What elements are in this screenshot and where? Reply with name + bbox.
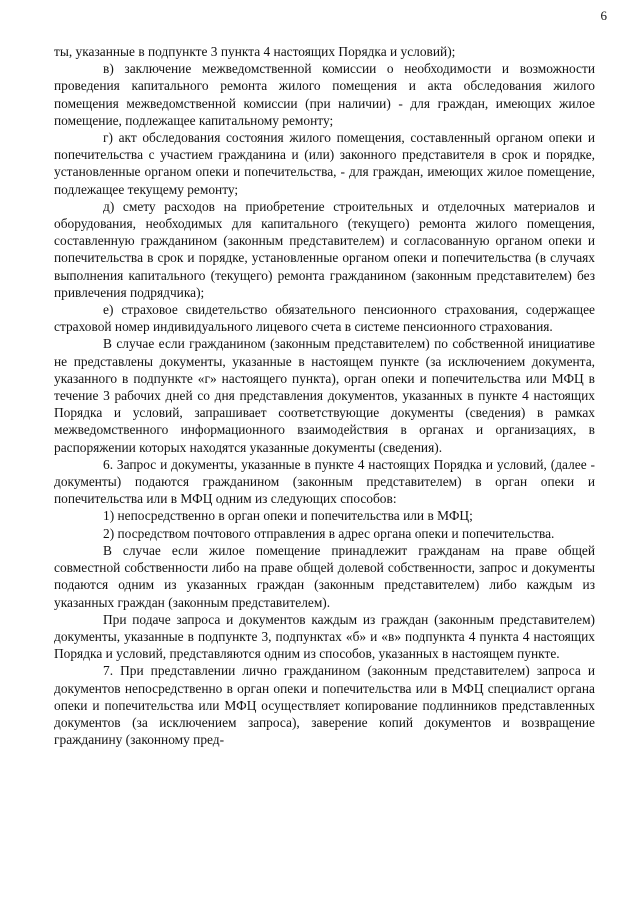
paragraph-item-e: е) страховое свидетельство обязательного пенсионного страхования, содержащее страховой номер индивидуального лицевого счета в системе пенсионного страхования. bbox=[54, 302, 595, 335]
document-body bbox=[54, 43, 595, 748]
paragraph-item-v: в) заключение межведомственной комиссии о необходимости и возможности проведения капитального ремонта жилого помещения и акта обследования жилого помещения межведомственной комиссии (при наличии) - для граждан, имеющих жилое помещение, подлежащее капитальному ремонту; bbox=[54, 61, 595, 128]
paragraph-continuation: ты, указанные в подпункте 3 пункта 4 настоящих Порядка и условий); bbox=[54, 44, 456, 59]
paragraph-method-1: 1) непосредственно в орган опеки и попечительства или в МФЦ; bbox=[103, 508, 473, 524]
paragraph-interagency-request: В случае если гражданином (законным представителем) по собственной инициативе не представлены документы, указанные в настоящем пункте (за исключением документа, указанного в подпункте «г» настоящего пункта), орган опеки и попечительства или МФЦ в течение 3 рабочих дней со дня представления документов, указанных в пункте 4 настоящих Порядка и условий, запрашивает соответствующие документы (сведения) в рамках межведомственного информационного взаимодействия в органах и организациях, в распоряжении которых находятся указанные документы (сведения). bbox=[54, 336, 595, 455]
paragraph-item-d: д) смету расходов на приобретение строительных и отделочных материалов и оборудования, необходимых для капитального (текущего) ремонта жилого помещения, составленную гражданином (законным представителем) и согласованную органом опеки и попечительства в срок и порядке, установленные органом опеки и попечительства (в случаях выполнения капитального (текущего) ремонта гражданином (законным представителем) без привлечения подрядчика); bbox=[54, 198, 595, 300]
paragraph-method-2: 2) посредством почтового отправления в адрес органа опеки и попечительства. bbox=[103, 525, 555, 541]
paragraph-joint-ownership: В случае если жилое помещение принадлежит гражданам на праве общей совместной собственности либо на праве общей долевой собственности, запрос и документы подаются одним из указанных граждан (законным представителем) либо каждым из указанных граждан (законным представителем). bbox=[54, 542, 595, 610]
paragraph-each-citizen: При подаче запроса и документов каждым из граждан (законным представителем) документы, указанные в подпункте 3, подпунктах «б» и «в» подпункта 4 пункта 4 настоящих Порядка и условий, представляются одним из способов, указанных в настоящем пункте. bbox=[54, 611, 595, 662]
paragraph-clause-7: 7. При представлении лично гражданином (законным представителем) запроса и документов непосредственно в орган опеки и попечительства или в МФЦ специалист органа опеки и попечительства или МФЦ осуществляет копирование подлинников представленных документов (за исключением запроса), заверение копий документов и возвращение гражданину (законному пред- bbox=[54, 663, 595, 748]
paragraph-clause-6: 6. Запрос и документы, указанные в пункте 4 настоящих Порядка и условий, (далее - документы) подаются гражданином (законным представителем) в орган опеки и попечительства или в МФЦ одним из следующих способов: bbox=[54, 456, 595, 507]
paragraph-item-g: г) акт обследования состояния жилого помещения, составленный органом опеки и попечительства с участием гражданина и (или) законного представителя в срок и порядке, установленные органом опеки и попечительства, - для граждан, имеющих жилое помещение, подлежащее текущему ремонту; bbox=[54, 130, 595, 197]
page-number: 6 bbox=[600, 8, 607, 23]
